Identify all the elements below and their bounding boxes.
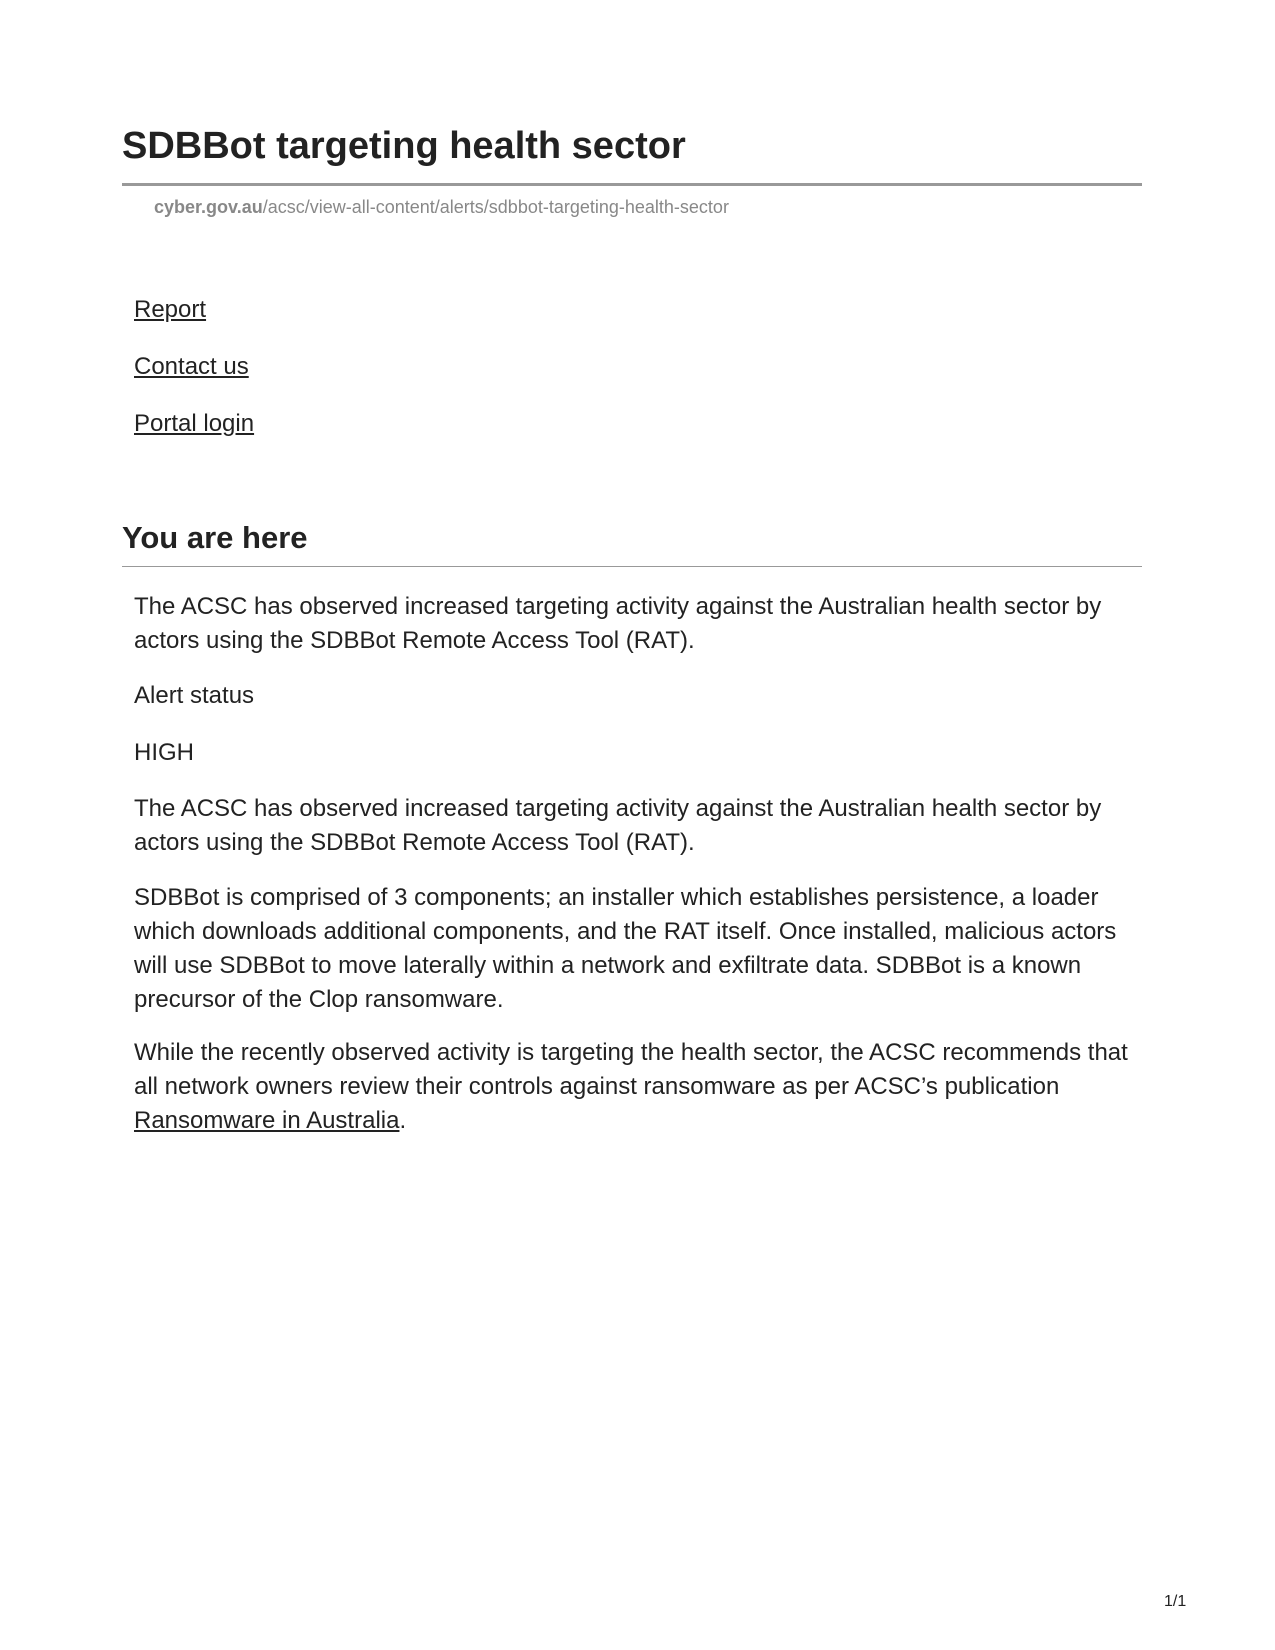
intro-paragraph: The ACSC has observed increased targeting activity against the Australian health sector by actors using the SDBBot Remote Access Tool (RAT). [134, 593, 1102, 654]
alert-status-label: Alert status [134, 682, 255, 709]
components-paragraph: SDBBot is comprised of 3 components; an installer which establishes persistence, a loader which downloads additional components, and the RAT itself. Once installed, malicious actors will use SDBBot to move laterally within a network and exfiltrate data. SDBBot is a known precursor of the Clop ransomware. [134, 884, 1117, 1013]
contact-us-link[interactable]: Contact us [134, 353, 249, 380]
ransomware-in-australia-link[interactable]: Ransomware in Australia [134, 1107, 400, 1134]
report-link[interactable]: Report [134, 296, 207, 323]
source-url-domain: cyber.gov.au [154, 197, 263, 217]
alert-status-value: HIGH [134, 739, 194, 766]
section-heading: You are here [122, 520, 308, 555]
section-divider [122, 566, 1142, 567]
page-title: SDBBot targeting health sector [122, 125, 686, 167]
recommendation-text: While the recently observed activity is targeting the health sector, the ACSC recommends that all network owners review their controls against ransomware as per ACSC’s publication [134, 1039, 1128, 1100]
source-url-path: /acsc/view-all-content/alerts/sdbbot-targeting-health-sector [262, 197, 729, 217]
portal-login-link[interactable]: Portal login [134, 410, 255, 437]
recommendation-end: . [399, 1107, 407, 1134]
summary-paragraph: The ACSC has observed increased targeting activity against the Australian health sector by actors using the SDBBot Remote Access Tool (RAT). [134, 795, 1102, 856]
recommendation-paragraph [134, 1036, 1144, 1138]
source-url [154, 196, 729, 218]
title-divider [122, 183, 1142, 186]
page-number: 1/1 [1164, 1593, 1187, 1610]
